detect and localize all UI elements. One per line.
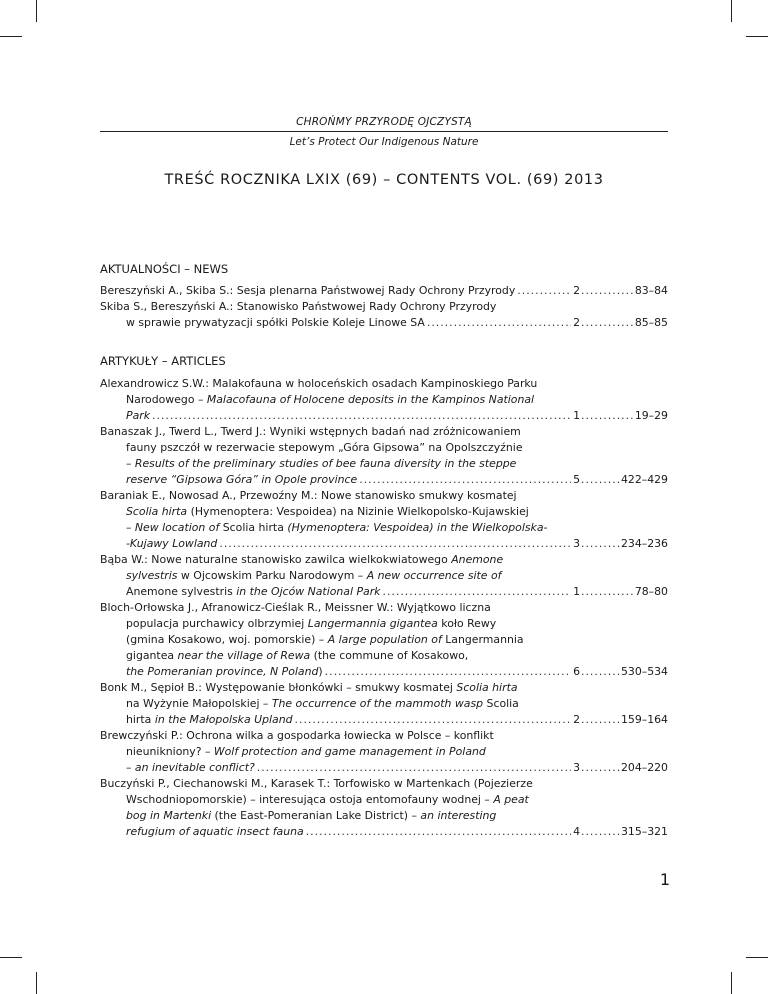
species-name: gigantea: [126, 649, 175, 662]
section-heading-news: AKTUALNOŚCI – NEWS: [100, 262, 229, 276]
species-name: Scolia hirta: [222, 521, 284, 534]
toc-entry: [100, 376, 668, 424]
entry-issue: 2: [573, 713, 580, 726]
entry-text-en: – Results of the preliminary studies of bee fauna diversity in the steppe: [126, 457, 517, 470]
toc-entry: [100, 283, 668, 299]
toc-entry: [100, 728, 668, 776]
journal-title: CHROŃMY PRZYRODĘ OJCZYSTĄ: [296, 116, 472, 128]
entry-pages: 78–80: [634, 585, 668, 598]
species-name: Scolia: [483, 697, 519, 710]
entry-text-en: Park: [126, 409, 151, 422]
entry-text-en: in the Małopolska Upland: [151, 713, 293, 726]
journal-subtitle: Let’s Protect Our Indigenous Nature: [289, 136, 479, 148]
entry-text-en: Malacofauna of Holocene deposits in the Kampinos National: [206, 393, 535, 406]
entry-text: Banaszak J., Twerd L., Twerd J.: Wyniki wstępnych badań nad zróżnicowaniem: [100, 425, 521, 438]
entry-text: Baraniak E., Nowosad A., Przewoźny M.: Nowe stanowisko smukwy kosmatej: [100, 489, 517, 502]
entry-pages: 85–85: [634, 316, 668, 329]
species-name: Anemone: [451, 553, 504, 566]
entry-text: (the East-Pomeranian Lake District) –: [211, 809, 421, 822]
entry-issue: 5: [573, 473, 580, 486]
contents-title: TREŚĆ ROCZNIKA LXIX (69) – CONTENTS VOL. (69) 2013: [164, 172, 604, 188]
entry-text-en: the Pomeranian province, N Poland: [126, 665, 319, 678]
species-name: hirta: [126, 713, 152, 726]
species-name: Langermannia gigantea: [307, 617, 438, 630]
entry-text-en: – New location of: [126, 521, 223, 534]
entry-text-en: A large population of: [327, 633, 442, 646]
crop-mark: [746, 957, 768, 958]
entry-text: (Hymenoptera: Vespoidea) na Nizinie Wielkopolsko-Kujawskiej: [187, 505, 529, 518]
entry-text-en: A peat: [493, 793, 529, 806]
species-name: Anemone sylvestris: [126, 585, 233, 598]
entry-text: w sprawie prywatyzacji spółki Polskie Koleje Linowe SA: [126, 316, 425, 329]
entry-issue: 4: [573, 825, 580, 838]
toc-entry: [100, 488, 668, 552]
toc-entry: [100, 776, 668, 840]
entry-text-en: (Hymenoptera: Vespoidea) in the Wielkopolska-: [283, 521, 548, 534]
entry-issue: 3: [573, 537, 580, 550]
entry-issue: 6: [573, 665, 580, 678]
entry-text: (the commune of Kosakowo,: [310, 649, 469, 662]
entry-text-en: Wolf protection and game management in Poland: [213, 745, 486, 758]
species-name: Langermannia: [441, 633, 524, 646]
entry-pages: 422–429: [620, 473, 668, 486]
header-rule: [100, 131, 668, 132]
entry-text: Brewczyński P.: Ochrona wilka a gospodarka łowiecka w Polsce – konflikt: [100, 729, 494, 742]
entry-text-en: reserve “Gipsowa Góra” in Opole province: [126, 473, 358, 486]
entry-text-en: an interesting: [420, 809, 497, 822]
page-number: 1: [659, 870, 670, 889]
species-name: sylvestris: [126, 569, 178, 582]
entry-text: Skiba S., Bereszyński A.: Stanowisko Państwowej Rady Ochrony Przyrody: [100, 300, 497, 313]
toc-entry: [100, 600, 668, 680]
entry-text: ): [318, 665, 323, 678]
crop-mark: [0, 957, 22, 958]
entry-text-en: near the village of Rewa: [174, 649, 311, 662]
entry-issue: 1: [573, 409, 580, 422]
toc-entry: [100, 424, 668, 488]
entry-issue: 2: [573, 316, 580, 329]
entry-pages: 159–164: [620, 713, 668, 726]
entry-text: w Ojcowskim Parku Narodowym –: [177, 569, 367, 582]
entry-text-en: -Kujawy Lowland: [126, 537, 218, 550]
entry-text-en: The occurrence of the mammoth wasp: [271, 697, 484, 710]
entry-text-en: bog in Martenki: [126, 809, 212, 822]
crop-mark: [731, 972, 732, 994]
entry-text-en: A new occurrence site of: [366, 569, 502, 582]
crop-mark: [36, 0, 37, 22]
entry-text: Buczyński P., Ciechanowski M., Karasek T.: Torfowisko w Martenkach (Pojezierze: [100, 777, 533, 790]
entry-issue: 3: [573, 761, 580, 774]
entry-text-en: refugium of aquatic insect fauna: [126, 825, 304, 838]
toc-entry: [100, 552, 668, 600]
articles-list: [100, 376, 668, 840]
crop-mark: [746, 36, 768, 37]
entry-pages: 83–84: [634, 284, 668, 297]
entry-text: Bereszyński A., Skiba S.: Sesja plenarna Państwowej Rady Ochrony Przyrody: [100, 284, 516, 297]
species-name: Scolia hirta: [126, 505, 188, 518]
entry-pages: 315–321: [620, 825, 668, 838]
entry-text: Bąba W.: Nowe naturalne stanowisko zawilca wielkokwiatowego: [100, 553, 452, 566]
entry-pages: 204–220: [620, 761, 668, 774]
entry-text: nieunikniony? –: [126, 745, 214, 758]
entry-text: populacja purchawicy olbrzymiej: [126, 617, 308, 630]
entry-issue: 1: [573, 585, 580, 598]
section-heading-articles: ARTYKUŁY – ARTICLES: [100, 354, 226, 368]
entry-pages: 234–236: [620, 537, 668, 550]
toc-entry: [100, 680, 668, 728]
entry-issue: 2: [573, 284, 580, 297]
entry-text-en: – an inevitable conflict?: [126, 761, 255, 774]
toc-entry: [100, 299, 668, 331]
entry-text: Wschodniopomorskie) – interesująca ostoja entomofauny wodnej –: [126, 793, 494, 806]
entry-text: Narodowego –: [126, 393, 207, 406]
entry-text: Bloch-Orłowska J., Afranowicz-Cieślak R., Meissner W.: Wyjątkowo liczna: [100, 601, 491, 614]
entry-text: koło Rewy: [437, 617, 497, 630]
crop-mark: [731, 0, 732, 22]
crop-mark: [36, 972, 37, 994]
entry-pages: 19–29: [634, 409, 668, 422]
entry-text: na Wyżynie Małopolskiej –: [126, 697, 272, 710]
entry-text-en: in the Ojców National Park: [232, 585, 381, 598]
species-name: Scolia hirta: [456, 681, 518, 694]
news-list: [100, 283, 668, 331]
crop-mark: [0, 36, 22, 37]
entry-text: (gmina Kosakowo, woj. pomorskie) –: [126, 633, 328, 646]
entry-text: fauny pszczół w rezerwacie stepowym „Góra Gipsowa” na Opolszczyźnie: [126, 441, 523, 454]
entry-pages: 530–534: [620, 665, 668, 678]
entry-text: Alexandrowicz S.W.: Malakofauna w holoceńskich osadach Kampinoskiego Parku: [100, 377, 538, 390]
entry-text: Bonk M., Sępioł B.: Występowanie błonkówki – smukwy kosmatej: [100, 681, 457, 694]
